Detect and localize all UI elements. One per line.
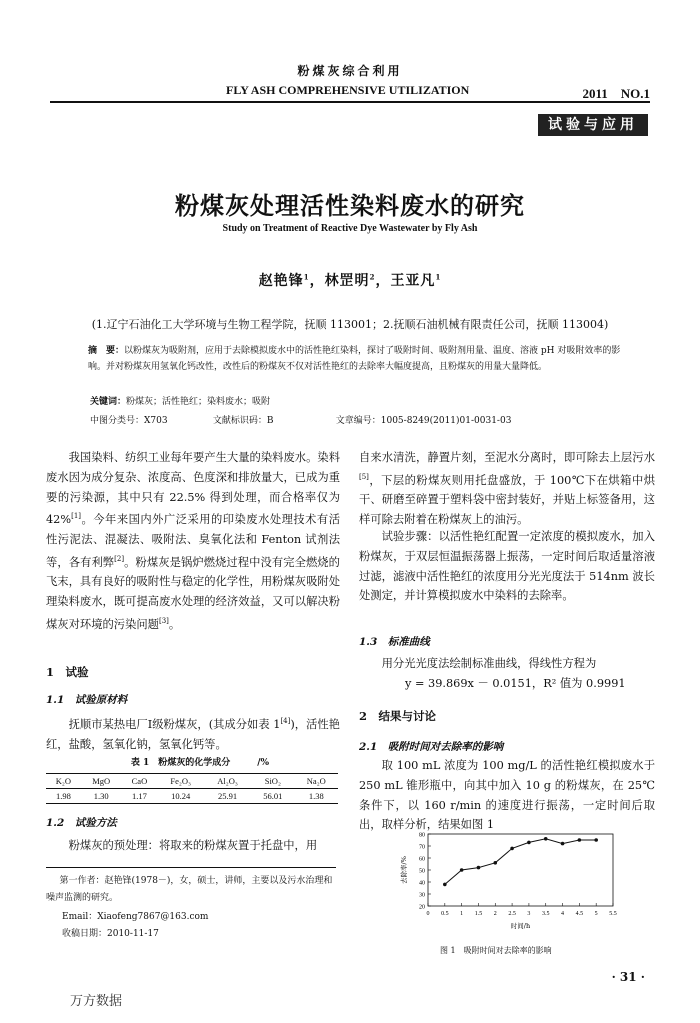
citation: [2] <box>114 554 125 563</box>
table-caption: 表 1 粉煤灰的化学成分 /% <box>130 758 270 768</box>
table-header-cell: Fe₂O₃ <box>157 774 204 789</box>
data-point <box>510 847 514 851</box>
data-point <box>544 837 548 841</box>
table-cell: 1.38 <box>295 789 338 804</box>
procedure-text: 试验步骤：以活性艳红配置一定浓度的模拟废水，加入粉煤灰，于双层恒温振荡器上振荡，一定时间后取适量溶液过滤，滤液中活性艳红的浓度用分光光度法于 514nm 波长处测定，并计算模拟废水中染料的去除率。 <box>359 530 655 603</box>
footnote-rule <box>46 867 336 868</box>
x-tick-label: 2 <box>493 911 497 917</box>
heading-1-3: 1.3 标准曲线 <box>359 636 430 648</box>
table-cell: 1.98 <box>46 789 81 804</box>
footnote-author <box>46 873 340 907</box>
footnote-received: 收稿日期：2010-11-17 <box>62 929 159 939</box>
table-header-cell: MgO <box>81 774 122 789</box>
paper-title-en: Study on Treatment of Reactive Dye Wastewater by Fly Ash <box>222 223 478 234</box>
procedure-paragraph <box>359 527 655 606</box>
x-tick-label: 0 <box>426 911 430 917</box>
x-tick-label: 2.5 <box>508 911 516 917</box>
abstract-label: 摘 要： <box>88 346 125 356</box>
section-tag: 试验与应用 <box>538 114 648 136</box>
clc-number: 中图分类号：X703 <box>90 416 168 426</box>
x-tick-label: 1 <box>460 911 464 917</box>
citation: [5] <box>359 472 369 481</box>
abstract <box>88 343 638 375</box>
x-tick-label: 4.5 <box>575 911 584 917</box>
materials-paragraph <box>46 712 340 754</box>
x-tick-label: 4 <box>561 911 565 917</box>
composition-table <box>46 773 338 804</box>
journal-title-cn: 粉煤灰综合利用 <box>297 64 403 78</box>
data-point <box>578 838 582 842</box>
figure-caption: 图 1 吸附时间对去除率的影响 <box>440 946 552 955</box>
x-tick-label: 3.5 <box>541 911 550 917</box>
results-paragraph <box>359 756 655 835</box>
x-axis-label: 时间/h <box>510 922 531 930</box>
table-cell: 10.24 <box>157 789 204 804</box>
footnote-author-text: 第一作者：赵艳锋(1978－)，女，硕士，讲师，主要以及污水治理和噪声监测的研究。 <box>46 876 333 903</box>
author-affil-mark: 2 <box>369 272 376 282</box>
footnote-email: Email：Xiaofeng7867@163.com <box>62 912 209 922</box>
table-cell: 1.30 <box>81 789 122 804</box>
data-point <box>527 841 531 845</box>
series-line <box>445 839 596 885</box>
document-code: 文献标识码：B <box>212 416 274 426</box>
y-tick-label: 50 <box>419 868 425 875</box>
table-header-cell: SiO₂ <box>251 774 295 789</box>
materials-text: )，活性艳红，盐酸，氢氧化钠，氢氧化钙等。 <box>46 717 340 751</box>
table-header-cell: Al₂O₃ <box>204 774 251 789</box>
keywords-label: 关键词： <box>90 397 127 407</box>
pretreatment-text: ，下层的粉煤灰则用托盘盛放，于 100℃下在烘箱中烘干、研磨至碎置于塑料袋中密封装好，并贴上标签备用，这样可除去附着在粉煤灰上的油污。 <box>359 473 655 527</box>
table-cell: 1.17 <box>122 789 158 804</box>
issue-number: 2011 NO.1 <box>582 86 650 101</box>
page-number: · 31 · <box>611 970 645 984</box>
pretreatment-paragraph <box>359 448 655 530</box>
data-point <box>477 866 481 870</box>
data-point <box>443 883 447 887</box>
data-point <box>561 842 565 846</box>
intro-text: 我国染料、纺织工业每年要产生大量的染料废水。染料废水因为成分复杂、浓度高、色度深和排放量大，已成为重要的污染源，其中只有 22.5% 得到处理，而合格率仅为 42% <box>46 451 340 527</box>
materials-text: 抚顺市某热电厂Ⅰ级粉煤灰，(其成分如表 1 <box>68 717 281 731</box>
author-affil-mark: 1 <box>303 272 310 282</box>
watermark: 万方数据 <box>70 994 123 1009</box>
abstract-text: 以粉煤灰为吸附剂，应用于去除模拟废水中的活性艳红染料，探讨了吸附时间、吸附剂用量、温度、溶液 pH 对吸附效率的影响。并对粉煤灰用氢氧化钙改性，改性后的粉煤灰不仅对活性艳红的去除率大幅度提高，且粉煤灰的用量大量降低。 <box>88 346 621 372</box>
y-axis-label: 去除率/% <box>400 856 408 884</box>
y-tick-label: 40 <box>419 880 425 887</box>
data-point <box>594 838 598 842</box>
x-tick-label: 5.5 <box>609 911 617 917</box>
keywords <box>90 394 270 407</box>
calibration-text: 用分光光度法绘制标准曲线，得线性方程为 <box>381 657 597 670</box>
journal-title-en: FLY ASH COMPREHENSIVE UTILIZATION <box>226 83 470 97</box>
x-tick-label: 0.5 <box>441 911 449 917</box>
y-tick-label: 60 <box>419 856 425 863</box>
intro-text: 。粉煤灰是锅炉燃烧过程中没有完全燃烧的飞末，具有良好的吸附性与稳定的化学性，用粉煤灰吸附处理染料废水，既可提高废水处理的经济效益，又可以解决粉煤灰对环境的污染问题 <box>46 555 340 631</box>
author-name: 王亚凡 <box>390 273 436 289</box>
intro-paragraph <box>46 448 340 634</box>
heading-section-1: 1 试验 <box>46 665 89 679</box>
data-point <box>460 868 464 872</box>
heading-1-2: 1.2 试验方法 <box>46 817 117 829</box>
method-text: 粉煤灰的预处理：将取来的粉煤灰置于托盘中，用 <box>68 839 318 852</box>
intro-text: 。 <box>168 617 181 631</box>
citation: [1] <box>71 512 82 521</box>
figure-1-chart <box>388 828 628 938</box>
author-list: 赵艳锋$^1$，林罡明$^2$，王亚凡$^1$ <box>258 272 442 289</box>
table-header-cell: CaO <box>122 774 158 789</box>
article-number: 文章编号：1005-8249(2011)01-0031-03 <box>335 416 512 426</box>
header-rule <box>50 101 650 103</box>
intro-text: 。今年来国内外广泛采用的印染废水处理技术有活性污泥法、混凝法、吸附法、臭氧化法和 Fenton 试剂法等，各有利弊 <box>46 513 340 569</box>
heading-section-2: 2 结果与讨论 <box>359 709 437 723</box>
x-tick-label: 5 <box>594 911 598 917</box>
keywords-text: 粉煤灰；活性艳红；染料废水；吸附 <box>126 397 271 407</box>
heading-1-1: 1.1 试验原材料 <box>46 694 128 706</box>
method-paragraph <box>46 836 340 856</box>
results-text: 取 100 mL 浓度为 100 mg/L 的活性艳红模拟废水于 250 mL 锥形瓶中，向其中加入 10 g 的粉煤灰，在 25℃条件下，以 160 r/min 的速度进行振荡，一定时间后取出，取样分析，结果如图 1 <box>359 759 655 832</box>
pretreatment-text: 自来水清洗，静置片刻，至泥水分离时，即可除去上层污水 <box>359 451 655 464</box>
table-header-cell: K₂O <box>46 774 81 789</box>
y-tick-label: 30 <box>419 892 425 899</box>
y-tick-label: 80 <box>419 832 425 839</box>
author-name: 林罡明 <box>324 273 370 289</box>
paper-title: 粉煤灰处理活性染料废水的研究 <box>175 191 525 220</box>
classification-line <box>90 413 511 426</box>
citation: [4] <box>280 717 291 725</box>
table-cell: 56.01 <box>251 789 295 804</box>
table-header-cell: Na₂O <box>295 774 338 789</box>
calibration-equation: y = 39.869x － 0.0151，R² 值为 0.9991 <box>405 677 626 690</box>
author-affil-mark: 1 <box>435 272 442 282</box>
x-tick-label: 1.5 <box>474 911 483 917</box>
author-name: 赵艳锋 <box>258 273 304 289</box>
heading-2-1: 2.1 吸附时间对去除率的影响 <box>359 741 504 753</box>
y-tick-label: 20 <box>419 904 425 911</box>
x-tick-label: 3 <box>527 911 531 917</box>
y-tick-label: 70 <box>419 844 425 851</box>
data-point <box>493 861 497 865</box>
affiliations: (1.辽宁石油化工大学环境与生物工程学院，抚顺 113001；2.抚顺石油机械有限责任公司，抚顺 113004) <box>91 318 609 331</box>
plot-frame <box>428 834 613 906</box>
citation: [3] <box>158 616 169 625</box>
table-cell: 25.91 <box>204 789 251 804</box>
